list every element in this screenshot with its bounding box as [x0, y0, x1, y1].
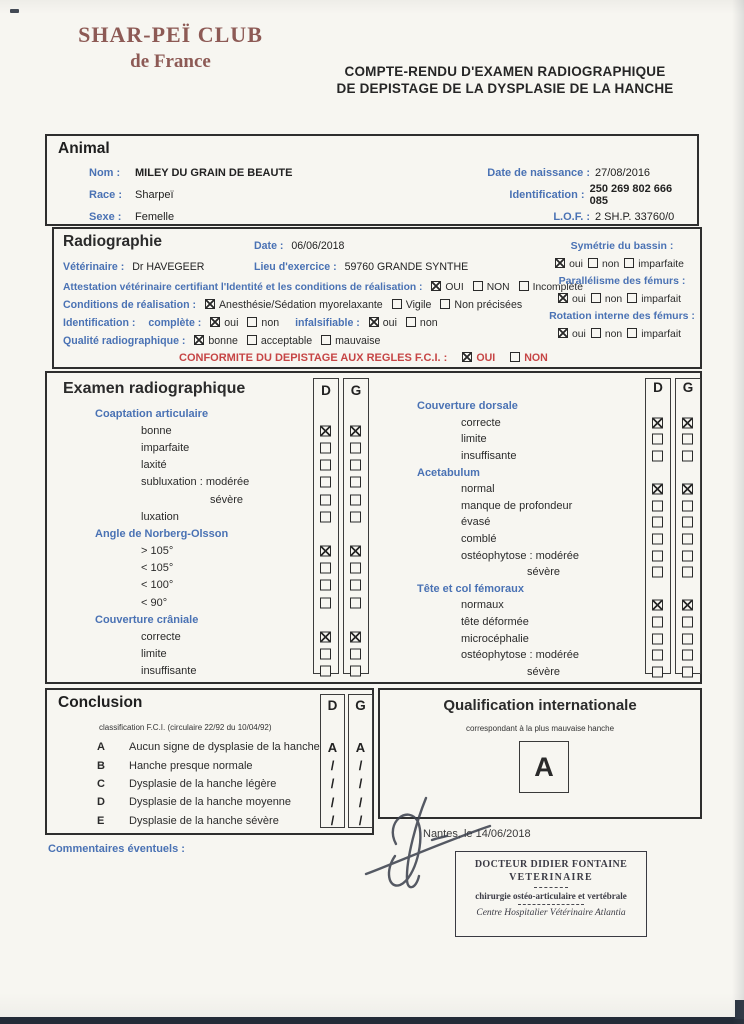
examen-section: [45, 371, 702, 684]
conformity-line: [179, 352, 561, 364]
checkbox-option: mauvaise: [321, 335, 380, 347]
exam-heading-row: Couverture crâniale: [95, 613, 199, 626]
checkbox-icon: [652, 617, 663, 628]
checkbox-checked-icon: [682, 484, 693, 495]
qualification-section: [378, 688, 702, 819]
document-title-line2: DE DEPISTAGE DE LA DYSPLASIE DE LA HANCHE: [336, 81, 674, 96]
checkbox-option: Non précisées: [440, 299, 522, 311]
veterinarian-line: [63, 261, 204, 273]
checkbox-option: bonne: [194, 335, 237, 347]
checkbox-option: non: [591, 294, 622, 305]
checkbox-icon: [350, 580, 361, 591]
exam-item-row: correcte: [387, 415, 703, 432]
checkbox-checked-icon: [652, 600, 663, 611]
checkbox-icon: [652, 633, 663, 644]
checkbox-option: non: [247, 317, 279, 329]
exam-item-row: insuffisante: [55, 663, 385, 680]
radiographie-section: [52, 227, 702, 369]
checkbox-checked-icon: [555, 258, 565, 268]
examen-right-column: [387, 378, 703, 678]
checkbox-checked-icon: [350, 632, 361, 643]
checkbox-icon: [350, 563, 361, 574]
qualification-grade: A: [534, 751, 554, 782]
exam-item-row: sévère: [387, 664, 703, 681]
qualification-subtitle: correspondant à la plus mauvaise hanche: [465, 724, 615, 733]
examen-left-column: [55, 378, 385, 678]
checkbox-option: Anesthésie/Sédation myorelaxante: [205, 299, 383, 311]
checkbox-icon: [652, 500, 663, 511]
exam-item-row: normaux: [387, 597, 703, 614]
column-d-header: D: [321, 383, 331, 398]
exam-item-row: ostéophytose : modérée: [387, 647, 703, 664]
checkbox-icon: [247, 317, 257, 327]
column-d-header: D: [327, 698, 338, 713]
exam-item-row: laxité: [55, 457, 385, 474]
exam-heading-row: Angle de Norberg-Olsson: [95, 527, 229, 540]
examen-section-title: Examen radiographique: [63, 380, 246, 397]
checkbox-option: oui: [555, 259, 583, 270]
checkbox-checked-icon: [205, 299, 215, 309]
checkbox-checked-icon: [320, 632, 331, 643]
conclusion-row: E Dysplasie de la hanche sévère / /: [97, 813, 363, 829]
checkbox-icon: [350, 442, 361, 453]
checkbox-icon: [247, 335, 257, 345]
exam-item-row: > 105°: [55, 543, 385, 560]
conclusion-row: A Aucun signe de dysplasie de la hanche A A: [97, 739, 366, 755]
date-label: Date :: [254, 240, 284, 252]
exam-item-row: subluxation : modérée: [55, 474, 385, 491]
conditions-line: [63, 299, 535, 311]
checkbox-checked-icon: [558, 293, 568, 303]
checkbox-icon: [320, 649, 331, 660]
checkbox-checked-icon: [652, 417, 663, 428]
practice-location-value: 59760 GRANDE SYNTHE: [344, 261, 469, 273]
checkbox-icon: [350, 494, 361, 505]
checkbox-checked-icon: [320, 546, 331, 557]
checkbox-icon: [682, 650, 693, 661]
practice-location-line: [254, 261, 468, 273]
checkbox-checked-icon: [462, 352, 472, 362]
checkbox-option: non: [588, 259, 619, 270]
checkbox-icon: [406, 317, 416, 327]
checkbox-option: Incomplète: [519, 282, 583, 293]
conclusion-row: D Dysplasie de la hanche moyenne / /: [97, 794, 363, 810]
checkbox-checked-icon: [350, 425, 361, 436]
checkbox-icon: [350, 460, 361, 471]
exam-item-row: comblé: [387, 531, 703, 548]
exam-heading-row: Acetabulum: [417, 466, 480, 479]
complete-options: [210, 317, 288, 329]
quality-label: Qualité radiographique :: [63, 335, 186, 347]
animal-field: Sexe : Femelle: [89, 211, 175, 223]
checkbox-icon: [682, 500, 693, 511]
qualite-options: [194, 335, 389, 347]
checkbox-icon: [320, 442, 331, 453]
checkbox-icon: [652, 517, 663, 528]
animal-field: Race : Sharpeï: [89, 189, 174, 201]
checkbox-icon: [652, 534, 663, 545]
stamp-divider: [534, 887, 568, 888]
checkbox-checked-icon: [682, 600, 693, 611]
exam-heading-row: Tête et col fémoraux: [417, 582, 524, 595]
checkbox-option: acceptable: [247, 335, 312, 347]
checkbox-icon: [652, 666, 663, 677]
conclusion-section-title: Conclusion: [58, 694, 143, 711]
checkbox-icon: [588, 258, 598, 268]
conclusion-section: [45, 688, 374, 835]
checkbox-icon: [320, 494, 331, 505]
exam-item-row: sévère: [55, 491, 385, 508]
column-g-header: G: [682, 380, 694, 395]
checkbox-icon: [682, 451, 693, 462]
checkbox-icon: [350, 649, 361, 660]
pelvis-check-group: Rotation interne des fémurs : oui non imparfait: [549, 310, 695, 340]
pelvis-check-group: Parallélisme des fémurs : oui non imparfait: [558, 275, 686, 305]
animal-fields-left: [89, 162, 292, 228]
conclusion-row: C Dysplasie de la hanche légère / /: [97, 776, 363, 792]
club-name-line2: de France: [130, 51, 211, 72]
checkbox-icon: [591, 328, 601, 338]
veterinarian-label: Vétérinaire :: [63, 261, 125, 273]
checkbox-icon: [682, 617, 693, 628]
exam-item-row: bonne: [55, 422, 385, 439]
checkbox-icon: [392, 299, 402, 309]
checkbox-option: Vigile: [392, 299, 432, 311]
conformite-options: [456, 352, 556, 364]
exam-item-row: < 100°: [55, 577, 385, 594]
examen-left-rows: [55, 405, 385, 680]
club-logo: [68, 22, 273, 73]
checkbox-icon: [652, 650, 663, 661]
checkbox-checked-icon: [682, 417, 693, 428]
animal-field: Nom : MILEY DU GRAIN DE BEAUTE: [89, 167, 293, 179]
checkbox-icon: [510, 352, 520, 362]
exam-item-row: manque de profondeur: [387, 498, 703, 515]
checkbox-icon: [320, 580, 331, 591]
checkbox-icon: [682, 666, 693, 677]
conditions-options: [205, 299, 531, 311]
checkbox-checked-icon: [431, 281, 441, 291]
exam-item-row: < 105°: [55, 560, 385, 577]
checkbox-icon: [682, 567, 693, 578]
qualification-section-title: Qualification internationale: [443, 697, 637, 714]
radiographie-section-title: Radiographie: [63, 233, 163, 250]
conditions-label: Conditions de réalisation :: [63, 299, 197, 311]
exam-item-row: limite: [55, 646, 385, 663]
checkbox-icon: [682, 550, 693, 561]
veterinarian-stamp: [455, 851, 647, 937]
checkbox-option: oui: [558, 294, 586, 305]
checkbox-icon: [682, 434, 693, 445]
stamp-divider: [518, 904, 584, 905]
examen-right-rows: [387, 398, 703, 680]
checkbox-checked-icon: [652, 484, 663, 495]
exam-item-row: tête déformée: [387, 614, 703, 631]
scan-artifact-bottom-bar: [0, 1017, 744, 1024]
animal-fields-right: [432, 162, 690, 228]
checkbox-icon: [624, 258, 634, 268]
infalsifiable-label: infalsifiable :: [295, 317, 360, 329]
scan-artifact-corner: [735, 1000, 744, 1019]
exam-item-row: insuffisante: [387, 448, 703, 465]
conclusion-rows: [47, 738, 372, 830]
exam-item-row: limite: [387, 431, 703, 448]
checkbox-checked-icon: [558, 328, 568, 338]
checkbox-option: oui: [369, 317, 397, 329]
exam-item-row: sévère: [387, 564, 703, 581]
checkbox-checked-icon: [210, 317, 220, 327]
checkbox-icon: [350, 477, 361, 488]
checkbox-icon: [682, 633, 693, 644]
checkbox-icon: [320, 563, 331, 574]
checkbox-checked-icon: [350, 546, 361, 557]
qualification-grade-box: [519, 741, 569, 793]
exam-item-row: évasé: [387, 514, 703, 531]
attestation-label: Attestation vétérinaire certifiant l'Identité et les conditions de réalisation :: [63, 282, 423, 293]
checkbox-icon: [591, 293, 601, 303]
exam-item-row: ostéophytose : modérée: [387, 547, 703, 564]
column-g-header: G: [350, 383, 362, 398]
pelvis-check-group: Symétrie du bassin : oui non imparfaite: [546, 240, 698, 272]
stamp-hospital: Centre Hospitalier Vétérinaire Atlantia: [476, 908, 626, 918]
animal-field: L.O.F. : 2 SH.P. 33760/0: [553, 211, 675, 223]
checkbox-icon: [519, 281, 529, 291]
checkbox-icon: [320, 511, 331, 522]
exam-heading-row: Coaptation articulaire: [95, 407, 209, 420]
checkbox-icon: [320, 460, 331, 471]
checkbox-checked-icon: [320, 425, 331, 436]
checkbox-option: oui: [558, 329, 586, 340]
checkbox-icon: [682, 517, 693, 528]
comments-label: Commentaires éventuels :: [48, 843, 185, 855]
checkbox-option: imparfait: [627, 329, 681, 340]
exam-item-row: normal: [387, 481, 703, 498]
practice-location-label: Lieu d'exercice :: [254, 261, 337, 273]
scan-artifact-mark: [10, 9, 19, 13]
date-value: 06/06/2018: [291, 240, 345, 252]
column-g-header: G: [355, 698, 366, 713]
infalsifiable-options: [369, 317, 447, 329]
document-title-line1: COMPTE-RENDU D'EXAMEN RADIOGRAPHIQUE: [344, 64, 666, 79]
checkbox-option: NON: [510, 352, 548, 364]
complete-label: complète :: [148, 317, 202, 329]
conformity-label: CONFORMITE DU DEPISTAGE AUX REGLES F.C.I. :: [179, 352, 448, 364]
checkbox-icon: [320, 666, 331, 677]
checkbox-option: OUI: [431, 282, 463, 293]
column-d-header: D: [653, 380, 663, 395]
radiographie-date-line: [254, 240, 344, 252]
checkbox-icon: [473, 281, 483, 291]
checkbox-icon: [350, 511, 361, 522]
checkbox-icon: [440, 299, 450, 309]
checkbox-icon: [320, 597, 331, 608]
exam-item-row: luxation: [55, 508, 385, 525]
exam-item-row: microcéphalie: [387, 630, 703, 647]
checkbox-icon: [652, 550, 663, 561]
checkbox-checked-icon: [369, 317, 379, 327]
radiographie-right-groups: [546, 237, 698, 344]
checkbox-option: non: [591, 329, 622, 340]
checkbox-option: imparfaite: [624, 259, 684, 270]
document-title: [305, 63, 705, 97]
animal-field: Identification : 250 269 802 666 085: [509, 183, 673, 207]
quality-line: [63, 335, 393, 347]
exam-item-row: correcte: [55, 628, 385, 645]
checkbox-icon: [652, 567, 663, 578]
identification-label: Identification :: [63, 317, 136, 329]
stamp-doctor-name: DOCTEUR DIDIER FONTAINE: [474, 859, 628, 870]
fci-classification-note: classification F.C.I. (circulaire 22/92 du 10/04/92): [99, 723, 272, 732]
checkbox-option: OUI: [462, 352, 495, 364]
checkbox-icon: [350, 597, 361, 608]
attestation-line: [63, 281, 596, 293]
checkbox-option: oui: [210, 317, 238, 329]
exam-heading-row: Couverture dorsale: [417, 400, 518, 413]
checkbox-icon: [320, 477, 331, 488]
checkbox-icon: [350, 666, 361, 677]
place-date: Nantes, le 14/06/2018: [423, 828, 531, 840]
club-name-line1: SHAR-PEÏ CLUB: [78, 22, 263, 47]
checkbox-icon: [321, 335, 331, 345]
animal-section: [45, 134, 699, 226]
checkbox-option: NON: [473, 282, 510, 293]
checkbox-icon: [627, 293, 637, 303]
checkbox-icon: [627, 328, 637, 338]
veterinarian-value: Dr HAVEGEER: [132, 261, 205, 273]
checkbox-option: non: [406, 317, 438, 329]
animal-section-title: Animal: [58, 140, 110, 157]
checkbox-icon: [682, 534, 693, 545]
stamp-title: VETERINAIRE: [509, 872, 593, 883]
exam-item-row: < 90°: [55, 594, 385, 611]
animal-field: Date de naissance : 27/08/2016: [487, 167, 651, 179]
identification-line: [63, 317, 451, 329]
exam-item-row: imparfaite: [55, 439, 385, 456]
stamp-specialty: chirurgie ostéo-articulaire et vertébrale: [475, 891, 627, 901]
checkbox-icon: [652, 451, 663, 462]
checkbox-option: imparfait: [627, 294, 681, 305]
checkbox-checked-icon: [194, 335, 204, 345]
checkbox-icon: [652, 434, 663, 445]
conclusion-row: B Hanche presque normale / /: [97, 758, 363, 774]
